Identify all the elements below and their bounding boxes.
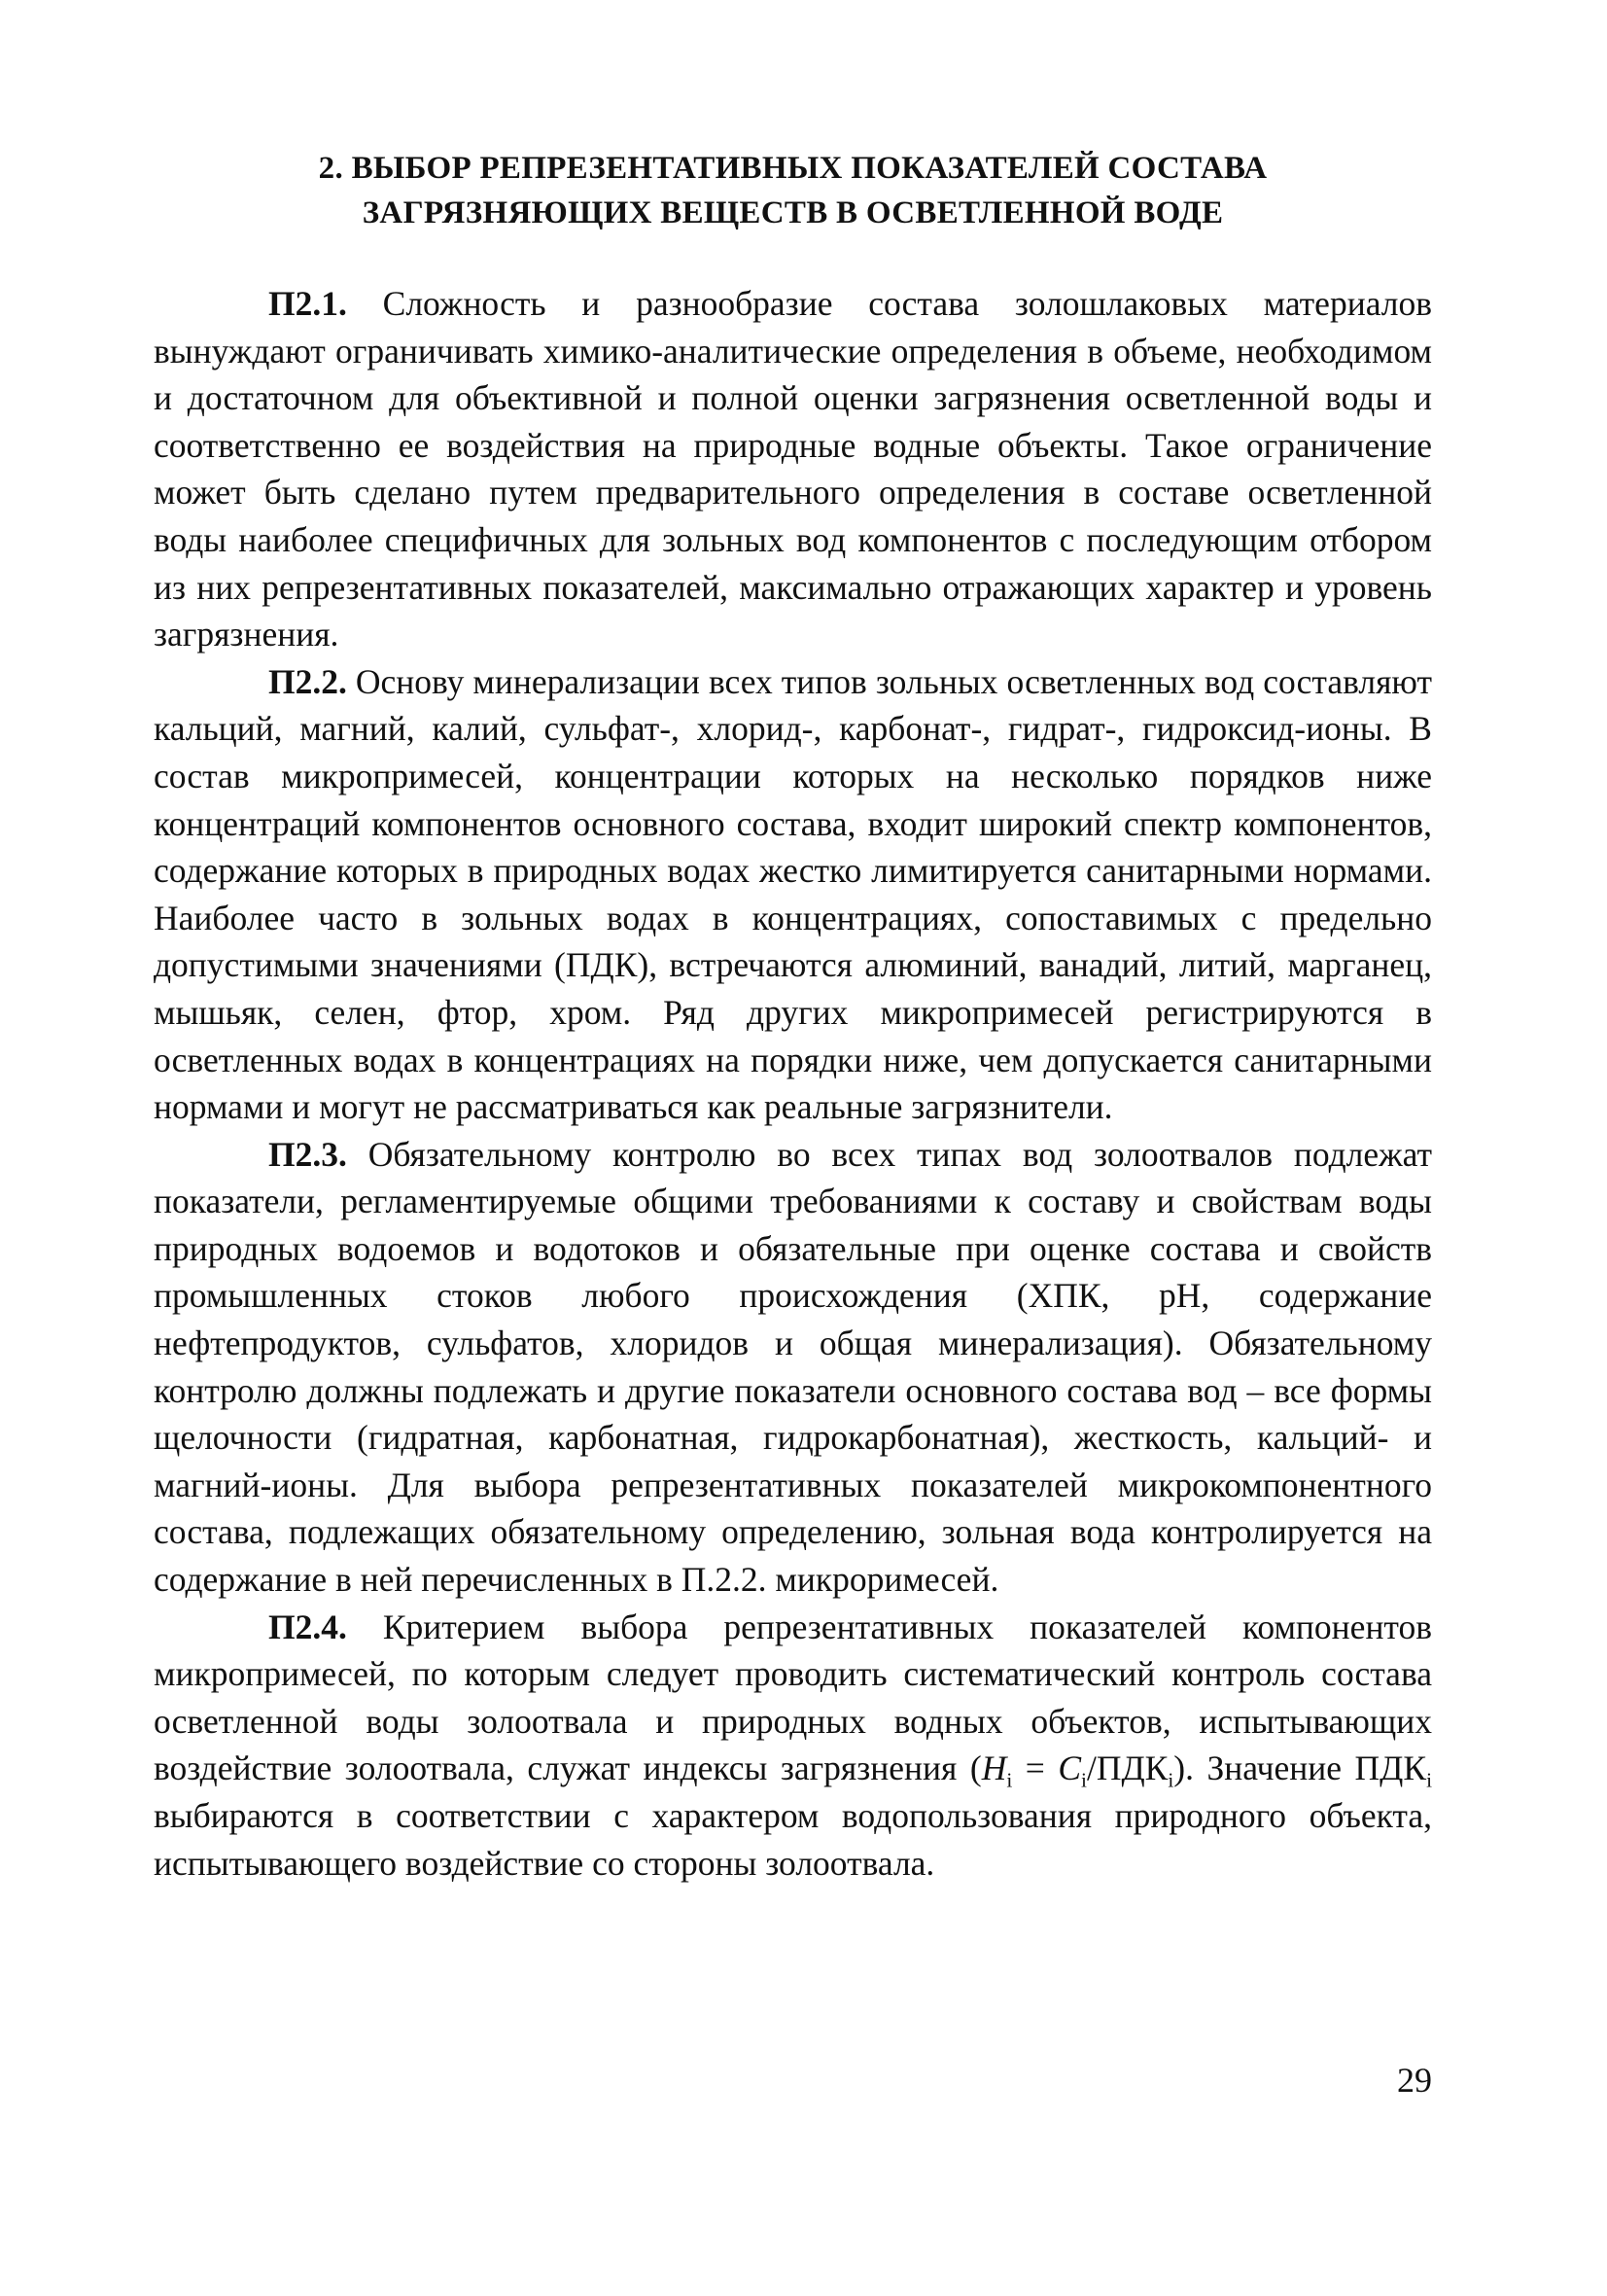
paragraph-text: Основу минерализации всех типов зольных осветленных вод составляют кальций, магний, калий, сульфат-, хлорид-, карбонат-, гидрат-, гидроксид-ионы. В состав микропримесей, концентрации которых на несколько порядков ниже концентраций компонентов основного состава, входит широкий спектр компонентов, содержание которых в природных водах жестко лимитируется санитарными нормами. Наиболее часто в зольных водах в концентрациях, сопоставимых с предельно допустимыми значениями (ПДК), встречаются алюминий, ванадий, литий, марганец, мышьяк, селен, фтор, хром. Ряд других микропримесей регистрируются в осветленных водах в концентрациях на порядки ниже, чем допускается санитарными нормами и могут не рассматриваться как реальные загрязнители.	[154, 661, 1432, 1127]
paragraph-p2-4	[154, 1604, 1432, 1888]
paragraph-text: Критерием выбора репрезентативных показателей компонентов микропримесей, по которым следует проводить систематический контроль состава осветленной воды золоотвала и природных водных объектов, испытывающих воздействие золоотвала, служат индексы загрязнения (	[154, 1607, 1432, 1788]
paragraph-label: П2.2.	[268, 661, 347, 701]
heading-line-2: ЗАГРЯЗНЯЮЩИХ ВЕЩЕСТВ В ОСВЕТЛЕННОЙ ВОДЕ	[362, 195, 1224, 230]
paragraph-p2-2	[154, 658, 1432, 1131]
formula-subscript: i	[1426, 1768, 1432, 1792]
document-page	[154, 146, 1432, 1887]
page-number: 29	[1397, 2061, 1432, 2100]
paragraph-label: П2.4.	[268, 1607, 347, 1646]
formula-c: C	[1058, 1748, 1082, 1788]
paragraph-p2-1	[154, 280, 1432, 658]
paragraph-p2-3	[154, 1131, 1432, 1604]
paragraph-label: П2.3.	[268, 1134, 347, 1174]
paragraph-label: П2.1.	[268, 284, 347, 323]
paragraph-text: Обязательному контролю во всех типах вод золоотвалов подлежат показатели, регламентируемые общими требованиями к составу и свойствам воды природных водоемов и водотоков и обязательные при оценке состава и свойств промышленных стоков любого происхождения (ХПК, pH, содержание нефтепродуктов, сульфатов, хлоридов и общая минерализация). Обязательному контролю должны подлежать и другие показатели основного состава вод – все формы щелочности (гидратная, карбонатная, гидрокарбонатная), жесткость, кальций- и магний-ионы. Для выбора репрезентативных показателей микрокомпонентного состава, подлежащих обязательному определению, зольная вода контролируется на содержание в ней перечисленных в П.2.2. микроримесей.	[154, 1134, 1432, 1600]
paragraph-text: Сложность и разнообразие состава золошлаковых материалов вынуждают ограничивать химико-аналитические определения в объеме, необходимом и достаточном для объективной и полной оценки загрязнения осветленной воды и соответственно ее воздействия на природные водные объекты. Такое ограничение может быть сделано путем предварительного определения в составе осветленной воды наиболее специфичных для зольных вод компонентов с последующим отбором из них репрезентативных показателей, максимально отражающих характер и уровень загрязнения.	[154, 284, 1432, 654]
formula-subscript: i	[1081, 1768, 1087, 1792]
formula-pdk: /ПДК	[1086, 1748, 1169, 1788]
heading-line-1: 2. ВЫБОР РЕПРЕЗЕНТАТИВНЫХ ПОКАЗАТЕЛЕЙ СОСТАВА	[318, 151, 1268, 186]
section-heading	[154, 146, 1432, 235]
formula-subscript: i	[1168, 1768, 1174, 1792]
formula-close: ). Значение ПДК	[1173, 1748, 1427, 1788]
formula-equals: =	[1012, 1748, 1059, 1788]
formula-subscript: i	[1006, 1768, 1013, 1792]
paragraph-text: выбираются в соответствии с характером водопользования природного объекта, испытывающего воздействие со стороны золоотвала.	[154, 1796, 1432, 1883]
formula-h: H	[981, 1748, 1007, 1788]
